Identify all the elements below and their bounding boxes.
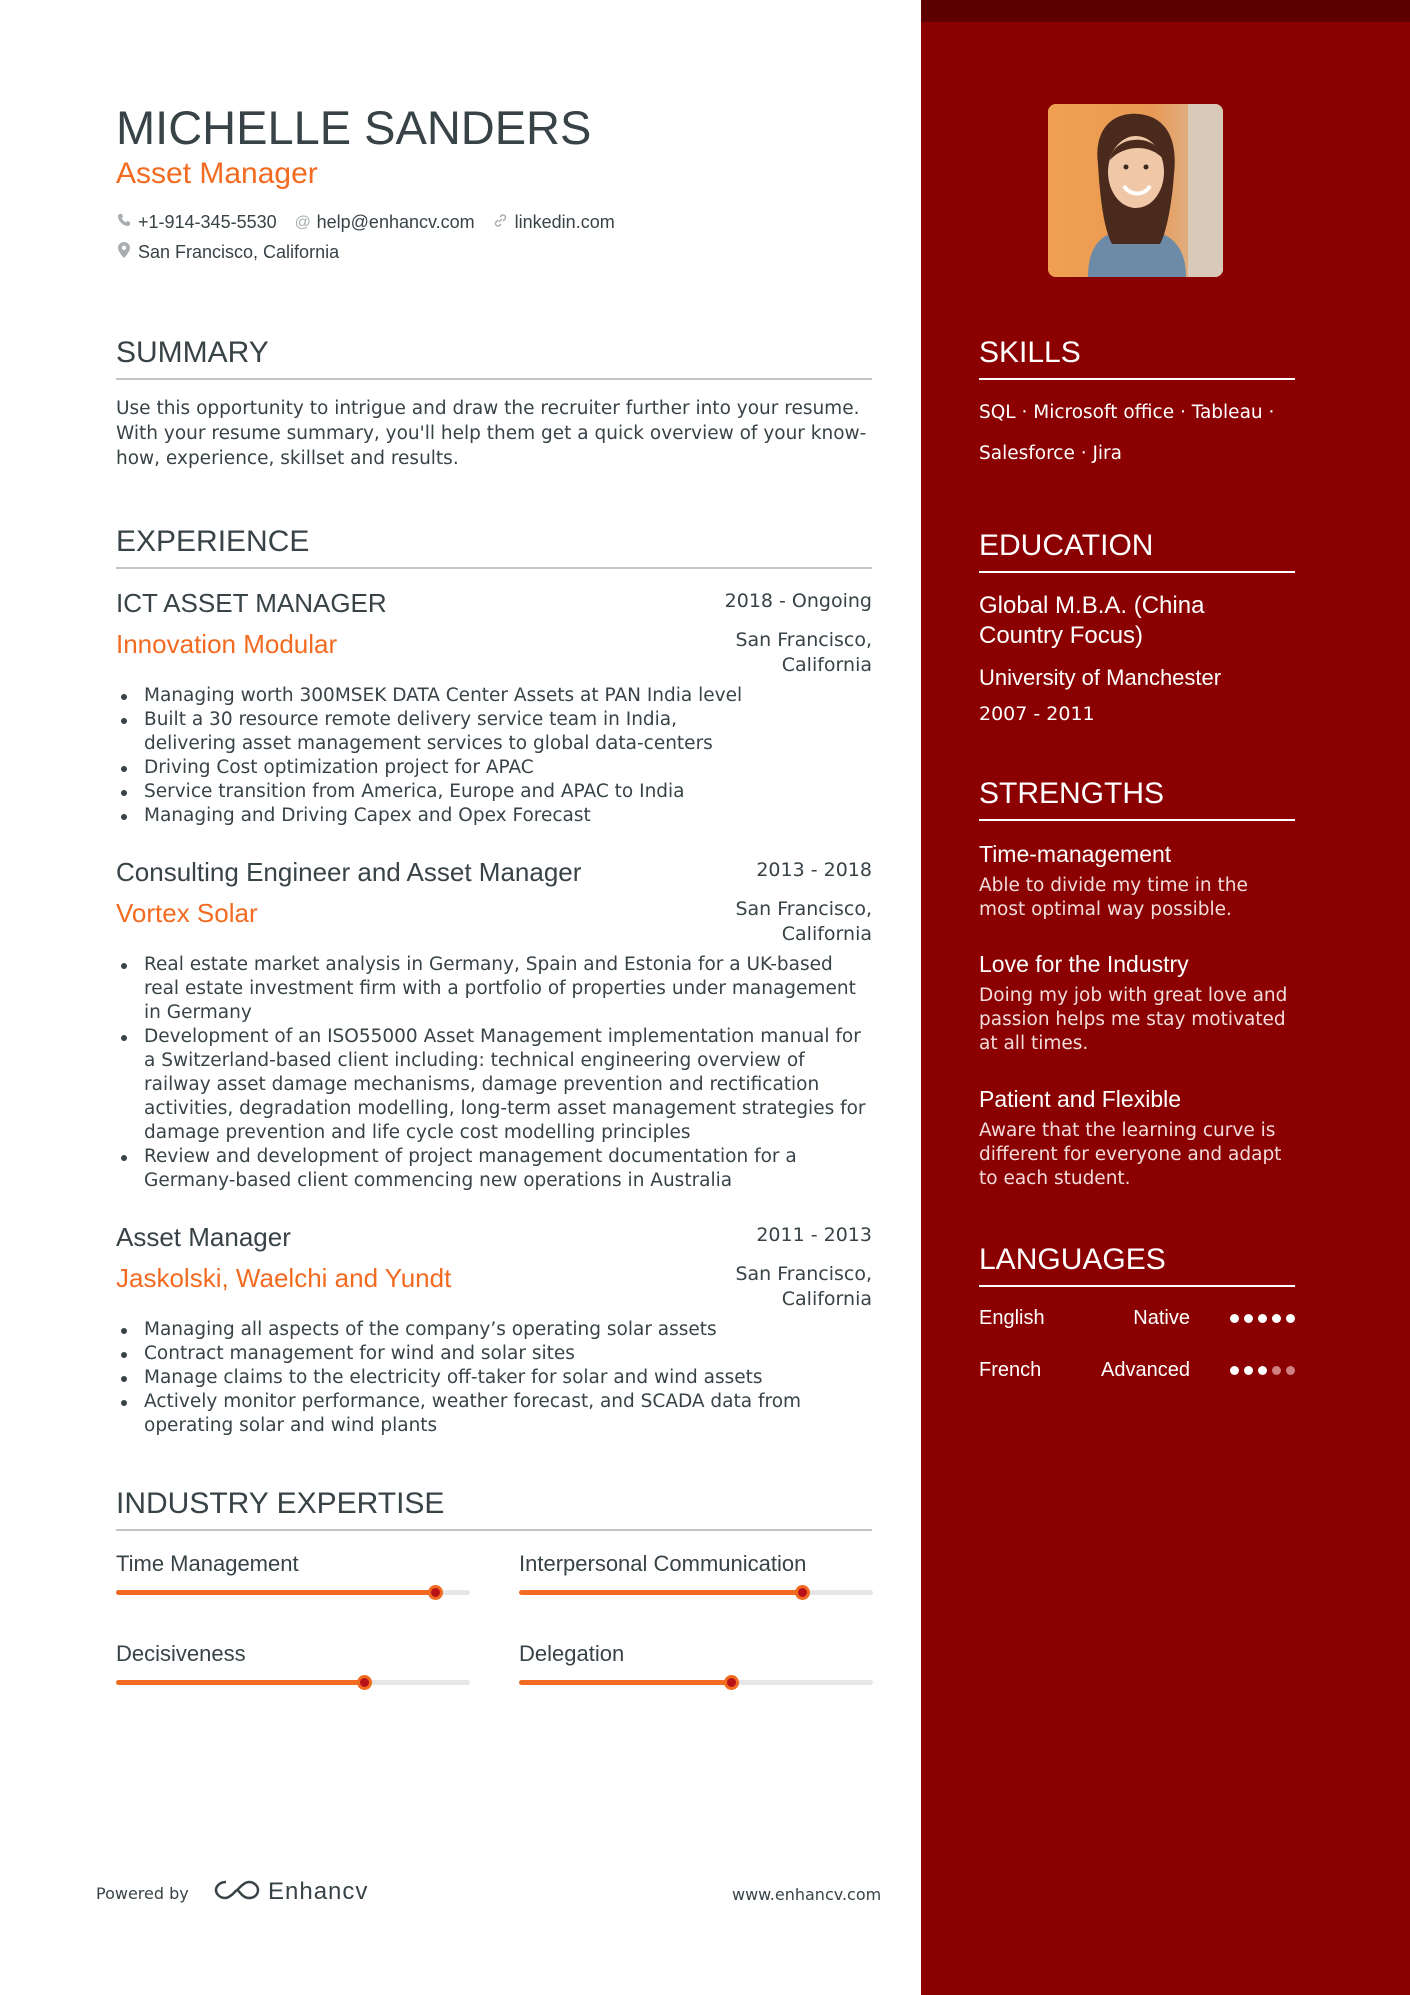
- dot-filled: [1258, 1366, 1267, 1375]
- job-title: Asset Manager: [116, 1222, 291, 1252]
- expertise-fill: [116, 1590, 435, 1595]
- strength-desc: Able to divide my time in the most optimal way possible.: [979, 875, 1248, 920]
- job-bullet: Review and development of project management documentation for a Germany-based client commencing new operations in Australia: [116, 1145, 872, 1193]
- job-bullets: [116, 1318, 872, 1438]
- expertise-label: Delegation: [519, 1641, 625, 1666]
- candidate-role: Asset Manager: [116, 157, 318, 190]
- expertise-label: Decisiveness: [116, 1641, 246, 1666]
- dot-filled: [1272, 1314, 1281, 1323]
- expertise-knob: [428, 1585, 443, 1600]
- location-item: [116, 242, 339, 263]
- education-school: University of Manchester: [979, 665, 1222, 690]
- job-bullets: [116, 953, 872, 1193]
- strength-title: Time-management: [979, 841, 1172, 867]
- job-bullet: Managing all aspects of the company’s operating solar assets: [116, 1318, 872, 1342]
- strength-desc: Doing my job with great love and passion helps me stay motivated at all times.: [979, 985, 1288, 1054]
- dot-filled: [1244, 1366, 1253, 1375]
- expertise-bar: [116, 1641, 470, 1667]
- job-bullet: Built a 30 resource remote delivery service team in India, delivering asset management services to global data-centers: [116, 708, 872, 756]
- footer-url[interactable]: www.enhancv.com: [732, 1885, 882, 1904]
- language-dots: [1225, 1314, 1295, 1323]
- dot-empty: [1286, 1366, 1295, 1375]
- language-name: English: [979, 1307, 1045, 1329]
- language-name: French: [979, 1359, 1042, 1381]
- strength-item: [979, 841, 1295, 922]
- phone-item[interactable]: [116, 212, 277, 233]
- contact-row: [116, 212, 633, 233]
- language-level: Native: [1133, 1307, 1190, 1329]
- job-company: Vortex Solar: [116, 898, 258, 928]
- link-icon: [493, 213, 509, 233]
- job-dates: 2018 - Ongoing: [724, 590, 872, 612]
- location-text: San Francisco, California: [138, 242, 340, 262]
- strengths-heading: STRENGTHS: [979, 777, 1295, 821]
- expertise-fill: [116, 1680, 364, 1685]
- enhancv-brand-text: Enhancv: [268, 1878, 369, 1905]
- job-bullets: [116, 684, 872, 828]
- expertise-knob: [357, 1675, 372, 1690]
- expertise-track: [116, 1680, 470, 1685]
- language-row: [979, 1359, 1295, 1389]
- job-title: ICT ASSET MANAGER: [116, 588, 387, 618]
- strength-desc: Aware that the learning curve is different for everyone and adapt to each student.: [979, 1120, 1282, 1189]
- location-row: [116, 242, 357, 263]
- experience-heading: EXPERIENCE: [116, 525, 872, 569]
- education-degree: Global M.B.A. (China Country Focus): [979, 592, 1205, 649]
- job-company: Jaskolski, Waelchi and Yundt: [116, 1263, 452, 1293]
- expertise-heading: INDUSTRY EXPERTISE: [116, 1487, 872, 1531]
- job-bullet: Service transition from America, Europe and APAC to India: [116, 780, 872, 804]
- expertise-bar: [519, 1641, 873, 1667]
- job-bullet: Contract management for wind and solar sites: [116, 1342, 872, 1366]
- job-dates: 2013 - 2018: [756, 859, 872, 881]
- summary-heading: SUMMARY: [116, 336, 872, 380]
- powered-by-text: Powered by: [96, 1884, 189, 1903]
- phone-text: +1-914-345-5530: [138, 212, 277, 232]
- skills-heading: SKILLS: [979, 336, 1295, 380]
- job-bullet: Managing and Driving Capex and Opex Forecast: [116, 804, 872, 828]
- job-location: San Francisco, California: [735, 1263, 872, 1310]
- location-pin-icon: [116, 242, 132, 263]
- dot-filled: [1258, 1314, 1267, 1323]
- main-column: [116, 0, 872, 1995]
- expertise-label: Interpersonal Communication: [519, 1551, 807, 1576]
- strength-title: Patient and Flexible: [979, 1086, 1182, 1112]
- sidebar-top-band: [921, 0, 1410, 22]
- dot-empty: [1272, 1366, 1281, 1375]
- job-dates: 2011 - 2013: [756, 1224, 872, 1246]
- strength-title: Love for the Industry: [979, 951, 1189, 977]
- dot-filled: [1230, 1314, 1239, 1323]
- job-bullet: Real estate market analysis in Germany, Spain and Estonia for a UK-based real estate investment firm with a portfolio of properties under management in Germany: [116, 953, 872, 1025]
- enhancv-logo[interactable]: [214, 1878, 368, 1906]
- expertise-track: [116, 1590, 470, 1595]
- job-bullet: Driving Cost optimization project for APAC: [116, 756, 872, 780]
- email-item[interactable]: [295, 212, 475, 233]
- job-bullet: Actively monitor performance, weather forecast, and SCADA data from operating solar and wind plants: [116, 1390, 872, 1438]
- sidebar: [921, 0, 1410, 1995]
- skills-list: SQL · Microsoft office · Tableau · Salesforce · Jira: [979, 402, 1275, 464]
- link-item[interactable]: [493, 212, 615, 233]
- expertise-label: Time Management: [116, 1551, 299, 1576]
- expertise-knob: [724, 1675, 739, 1690]
- languages-heading: LANGUAGES: [979, 1243, 1295, 1287]
- education-heading: EDUCATION: [979, 529, 1295, 573]
- language-row: [979, 1307, 1295, 1337]
- email-text: help@enhancv.com: [316, 212, 475, 232]
- expertise-knob: [795, 1585, 810, 1600]
- profile-photo: [1048, 104, 1223, 277]
- job-bullet: Manage claims to the electricity off-taker for solar and wind assets: [116, 1366, 872, 1390]
- language-dots: [1225, 1366, 1295, 1375]
- job-bullet: Development of an ISO55000 Asset Management implementation manual for a Switzerland-based client including: technical engineering overview of railway asset damage mechanisms, damage prevention and rectification activities, degradation modelling, long-term asset management strategies for damage prevention and life cycle cost modelling principles: [116, 1025, 872, 1145]
- link-text: linkedin.com: [514, 212, 615, 232]
- expertise-track: [519, 1680, 873, 1685]
- expertise-bar: [519, 1551, 873, 1577]
- dot-filled: [1286, 1314, 1295, 1323]
- expertise-track: [519, 1590, 873, 1595]
- expertise-fill: [519, 1680, 731, 1685]
- job-title: Consulting Engineer and Asset Manager: [116, 857, 582, 887]
- dot-filled: [1244, 1314, 1253, 1323]
- phone-icon: [116, 213, 132, 232]
- strength-item: [979, 1086, 1295, 1191]
- language-level: Advanced: [1101, 1359, 1190, 1381]
- job-location: San Francisco, California: [735, 898, 872, 945]
- job-company: Innovation Modular: [116, 629, 338, 659]
- strength-item: [979, 951, 1295, 1056]
- expertise-fill: [519, 1590, 802, 1595]
- dot-filled: [1230, 1366, 1239, 1375]
- summary-text: Use this opportunity to intrigue and draw the recruiter further into your resume. With your resume summary, you'll help them get a quick overview of your know-how, experience, skillset and results.: [116, 398, 867, 469]
- at-icon: @: [294, 213, 311, 231]
- candidate-name: MICHELLE SANDERS: [116, 101, 592, 154]
- expertise-bar: [116, 1551, 470, 1577]
- job-bullet: Managing worth 300MSEK DATA Center Assets at PAN India level: [116, 684, 872, 708]
- enhancv-logo-icon: [214, 1879, 260, 1905]
- job-location: San Francisco, California: [735, 629, 872, 676]
- education-years: 2007 - 2011: [979, 703, 1095, 725]
